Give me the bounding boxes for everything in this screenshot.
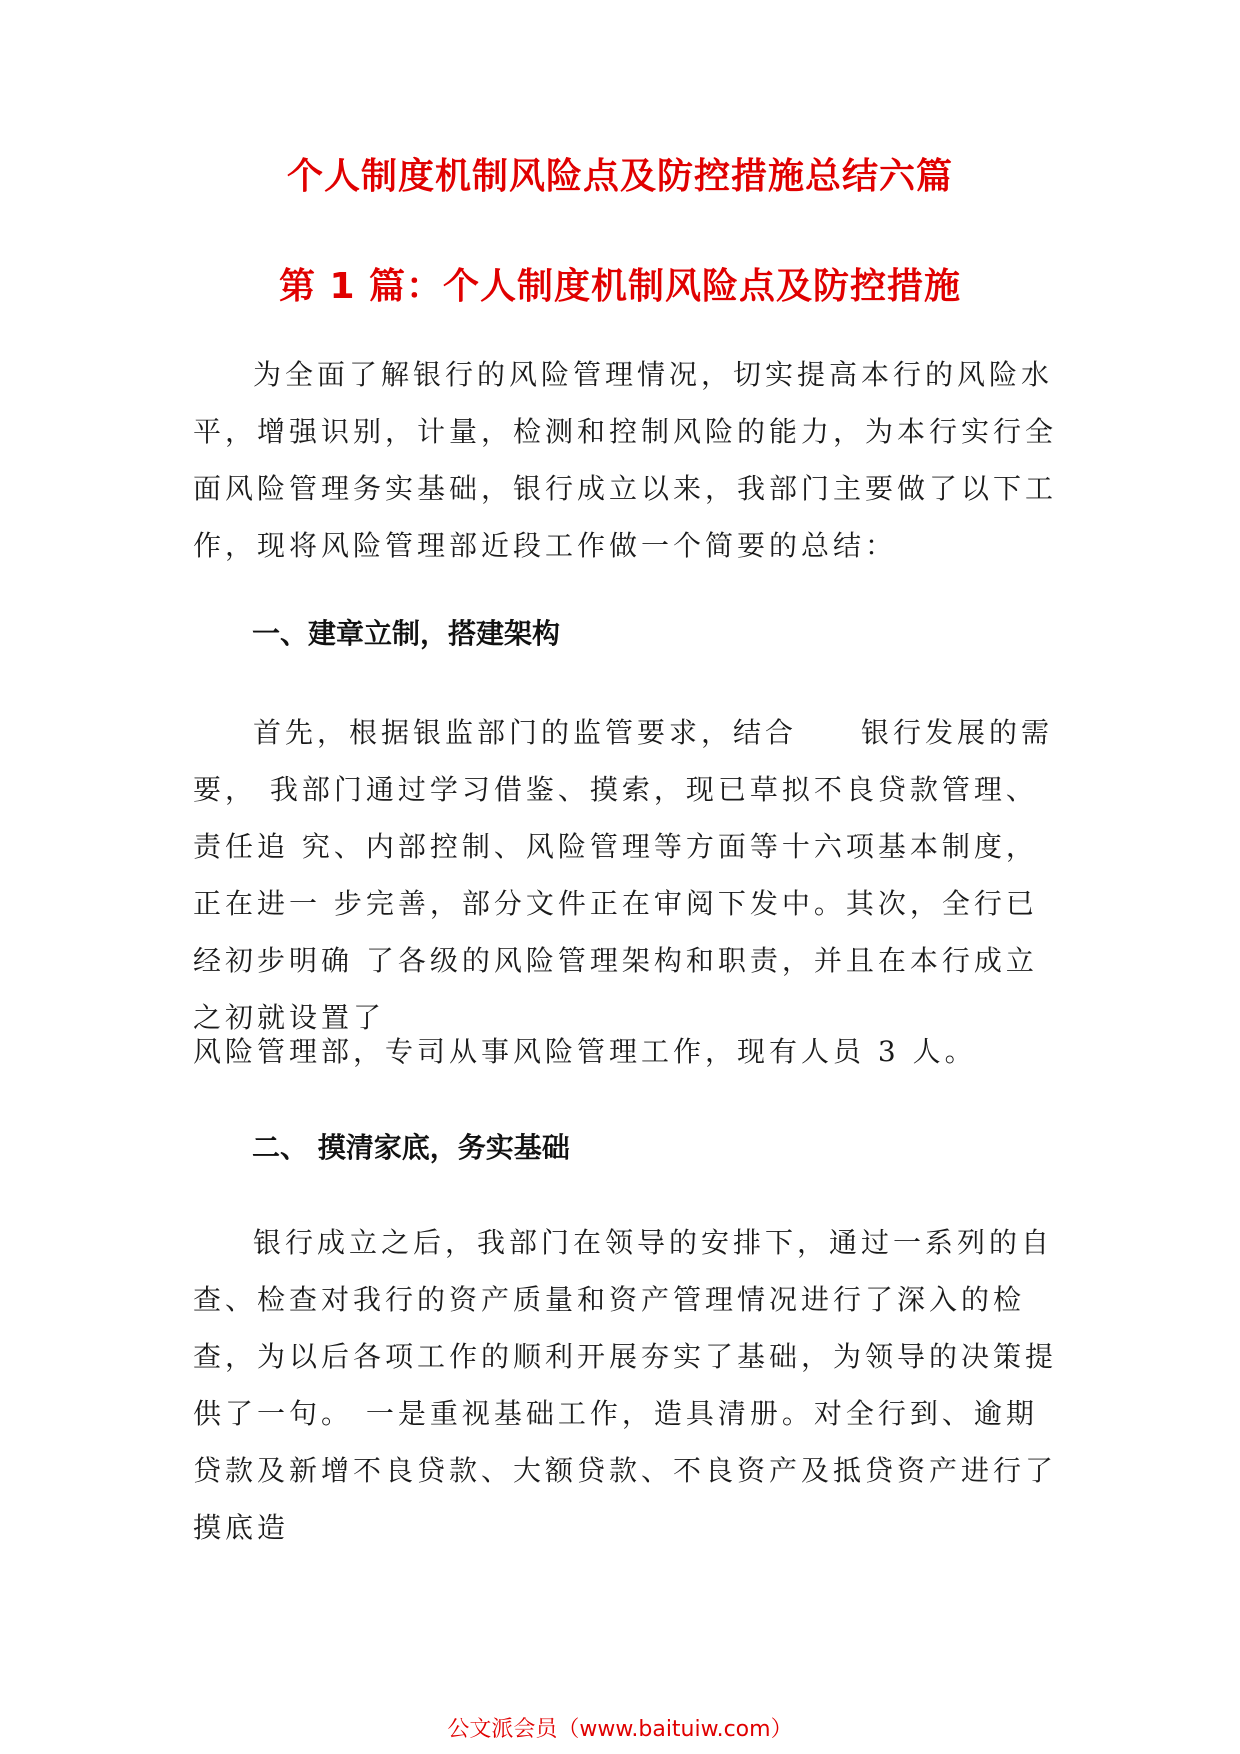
footer-watermark: 公文派会员（www.baituiw.com） (447, 1717, 793, 1742)
section-heading-1: 一、建章立制，搭建架构 (252, 617, 561, 650)
section-1-paragraph-tail: 风险管理部，专司从事风险管理工作，现有人员 3 人。 (193, 1035, 977, 1068)
section-2-paragraph: 银行成立之后，我部门在领导的安排下，通过一系列的自查、检查对我行的资产质量和资产管理情况进行了深入的检查，为以后各项工作的顺利开展夯实了基础，为领导的决策提供了一句。 一是重视基础工作，造具清册。对全行到、逾期贷款及新增不良贷款、大额贷款、不良资产及抵贷资产进行了摸底造 (193, 1226, 1058, 1544)
section-1-paragraph: 首先，根据银监部门的监管要求，结合 银行发展的需要， 我部门通过学习借鉴、摸索，现已草拟不良贷款管理、责任追 究、内部控制、风险管理等方面等十六项基本制度，正在进一 步完善，部分文件正在审阅下发中。其次，全行已经初步明确 了各级的风险管理架构和职责，并且在本行成立之初就设置了 (193, 716, 1054, 1034)
intro-paragraph: 为全面了解银行的风险管理情况，切实提高本行的风险水平，增强识别，计量，检测和控制风险的能力，为本行实行全面风险管理务实基础，银行成立以来，我部门主要做了以下工作，现将风险管理部近段工作做一个简要的总结： (193, 358, 1058, 562)
section-heading-2: 二、 摸清家底，务实基础 (252, 1131, 570, 1164)
document-title: 个人制度机制风险点及防控措施总结六篇 (286, 156, 953, 197)
article-title: 第 1 篇：个人制度机制风险点及防控措施 (278, 266, 962, 307)
